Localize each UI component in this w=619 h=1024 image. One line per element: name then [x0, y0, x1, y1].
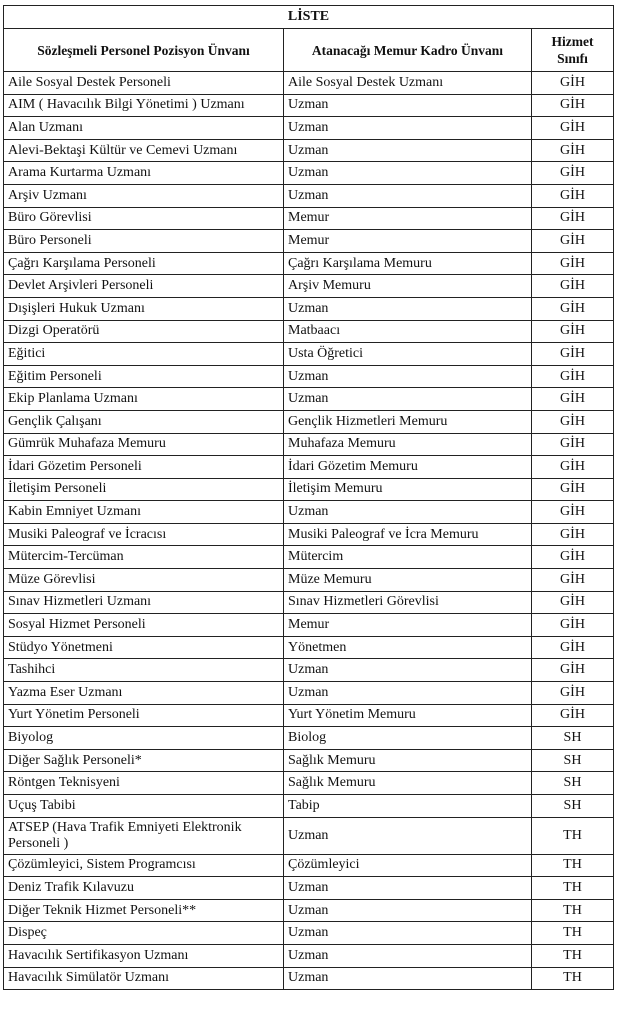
cell-hizmet-sinifi: GİH [532, 72, 614, 95]
cell-kadro: Sağlık Memuru [284, 749, 532, 772]
table-row [4, 899, 614, 922]
table-row [4, 854, 614, 877]
cell-kadro: Tabip [284, 795, 532, 818]
cell-kadro: İletişim Memuru [284, 478, 532, 501]
cell-hizmet-sinifi: TH [532, 817, 614, 854]
cell-hizmet-sinifi: GİH [532, 230, 614, 253]
cell-hizmet-sinifi: SH [532, 749, 614, 772]
cell-pozisyon: Kabin Emniyet Uzmanı [4, 501, 284, 524]
table-row [4, 817, 614, 854]
cell-pozisyon: Musiki Paleograf ve İcracısı [4, 523, 284, 546]
cell-hizmet-sinifi: GİH [532, 343, 614, 366]
cell-hizmet-sinifi: GİH [532, 275, 614, 298]
table-body [4, 72, 614, 990]
cell-pozisyon: Tashihci [4, 659, 284, 682]
cell-pozisyon: Mütercim-Tercüman [4, 546, 284, 569]
cell-pozisyon: Aile Sosyal Destek Personeli [4, 72, 284, 95]
cell-hizmet-sinifi: TH [532, 967, 614, 990]
cell-kadro: Yönetmen [284, 636, 532, 659]
cell-kadro: Çözümleyici [284, 854, 532, 877]
table-row [4, 749, 614, 772]
cell-kadro: Uzman [284, 899, 532, 922]
cell-hizmet-sinifi: TH [532, 877, 614, 900]
cell-hizmet-sinifi: GİH [532, 614, 614, 637]
cell-kadro: Uzman [284, 682, 532, 705]
cell-kadro: Musiki Paleograf ve İcra Memuru [284, 523, 532, 546]
cell-kadro: Uzman [284, 877, 532, 900]
cell-hizmet-sinifi: GİH [532, 704, 614, 727]
cell-kadro: Uzman [284, 388, 532, 411]
cell-hizmet-sinifi: TH [532, 899, 614, 922]
cell-hizmet-sinifi: GİH [532, 569, 614, 592]
table-row [4, 659, 614, 682]
cell-pozisyon: Ekip Planlama Uzmanı [4, 388, 284, 411]
cell-hizmet-sinifi: GİH [532, 433, 614, 456]
table-row [4, 162, 614, 185]
cell-pozisyon: Yurt Yönetim Personeli [4, 704, 284, 727]
cell-pozisyon: Dispeç [4, 922, 284, 945]
cell-hizmet-sinifi: GİH [532, 139, 614, 162]
cell-hizmet-sinifi: GİH [532, 659, 614, 682]
table-title: LİSTE [4, 6, 614, 29]
cell-hizmet-sinifi: GİH [532, 388, 614, 411]
cell-hizmet-sinifi: GİH [532, 410, 614, 433]
cell-hizmet-sinifi: GİH [532, 297, 614, 320]
header-pozisyon: Sözleşmeli Personel Pozisyon Ünvanı [4, 29, 284, 72]
cell-hizmet-sinifi: SH [532, 727, 614, 750]
cell-kadro: Uzman [284, 967, 532, 990]
table-row [4, 433, 614, 456]
cell-pozisyon: Alan Uzmanı [4, 117, 284, 140]
cell-kadro: Sınav Hizmetleri Görevlisi [284, 591, 532, 614]
cell-hizmet-sinifi: GİH [532, 546, 614, 569]
cell-kadro: Uzman [284, 501, 532, 524]
cell-hizmet-sinifi: GİH [532, 320, 614, 343]
cell-pozisyon: Uçuş Tabibi [4, 795, 284, 818]
cell-kadro: Uzman [284, 117, 532, 140]
cell-hizmet-sinifi: GİH [532, 636, 614, 659]
cell-pozisyon: Gençlik Çalışanı [4, 410, 284, 433]
table-row [4, 478, 614, 501]
cell-pozisyon: Dizgi Operatörü [4, 320, 284, 343]
cell-pozisyon: Arama Kurtarma Uzmanı [4, 162, 284, 185]
cell-hizmet-sinifi: SH [532, 795, 614, 818]
cell-kadro: Gençlik Hizmetleri Memuru [284, 410, 532, 433]
table-row [4, 230, 614, 253]
cell-kadro: Uzman [284, 184, 532, 207]
cell-kadro: Uzman [284, 817, 532, 854]
table-row [4, 501, 614, 524]
table-row [4, 772, 614, 795]
liste-table [3, 5, 614, 990]
cell-kadro: Memur [284, 207, 532, 230]
cell-pozisyon: Alevi-Bektaşi Kültür ve Cemevi Uzmanı [4, 139, 284, 162]
cell-kadro: Arşiv Memuru [284, 275, 532, 298]
cell-pozisyon: Büro Personeli [4, 230, 284, 253]
table-row [4, 456, 614, 479]
table-row [4, 184, 614, 207]
cell-pozisyon: İdari Gözetim Personeli [4, 456, 284, 479]
cell-pozisyon: Dışişleri Hukuk Uzmanı [4, 297, 284, 320]
cell-hizmet-sinifi: GİH [532, 184, 614, 207]
cell-kadro: Biolog [284, 727, 532, 750]
table-row [4, 704, 614, 727]
cell-pozisyon: Diğer Sağlık Personeli* [4, 749, 284, 772]
cell-hizmet-sinifi: SH [532, 772, 614, 795]
cell-kadro: Uzman [284, 365, 532, 388]
table-row [4, 139, 614, 162]
cell-kadro: Memur [284, 230, 532, 253]
cell-pozisyon: AIM ( Havacılık Bilgi Yönetimi ) Uzmanı [4, 94, 284, 117]
cell-pozisyon: Arşiv Uzmanı [4, 184, 284, 207]
cell-hizmet-sinifi: GİH [532, 252, 614, 275]
cell-hizmet-sinifi: GİH [532, 207, 614, 230]
cell-hizmet-sinifi: GİH [532, 162, 614, 185]
cell-kadro: Yurt Yönetim Memuru [284, 704, 532, 727]
table-row [4, 297, 614, 320]
table-row [4, 252, 614, 275]
cell-kadro: Muhafaza Memuru [284, 433, 532, 456]
cell-kadro: Memur [284, 614, 532, 637]
cell-kadro: Mütercim [284, 546, 532, 569]
table-title-row [4, 6, 614, 29]
table-row [4, 207, 614, 230]
cell-hizmet-sinifi: GİH [532, 523, 614, 546]
table-row [4, 343, 614, 366]
table-row [4, 546, 614, 569]
table-row [4, 365, 614, 388]
cell-hizmet-sinifi: GİH [532, 365, 614, 388]
cell-kadro: Usta Öğretici [284, 343, 532, 366]
table-row [4, 877, 614, 900]
cell-kadro: Uzman [284, 94, 532, 117]
cell-hizmet-sinifi: GİH [532, 117, 614, 140]
table-row [4, 636, 614, 659]
table-row [4, 117, 614, 140]
cell-hizmet-sinifi: GİH [532, 682, 614, 705]
cell-pozisyon: Çağrı Karşılama Personeli [4, 252, 284, 275]
cell-kadro: Sağlık Memuru [284, 772, 532, 795]
cell-hizmet-sinifi: TH [532, 922, 614, 945]
table-row [4, 569, 614, 592]
cell-hizmet-sinifi: GİH [532, 591, 614, 614]
table-row [4, 795, 614, 818]
table-row [4, 275, 614, 298]
cell-pozisyon: Havacılık Simülatör Uzmanı [4, 967, 284, 990]
cell-pozisyon: Röntgen Teknisyeni [4, 772, 284, 795]
table-row [4, 591, 614, 614]
cell-kadro: Uzman [284, 944, 532, 967]
cell-hizmet-sinifi: GİH [532, 478, 614, 501]
cell-kadro: Matbaacı [284, 320, 532, 343]
table-row [4, 922, 614, 945]
header-kadro: Atanacağı Memur Kadro Ünvanı [284, 29, 532, 72]
cell-kadro: İdari Gözetim Memuru [284, 456, 532, 479]
cell-kadro: Uzman [284, 139, 532, 162]
cell-pozisyon: Havacılık Sertifikasyon Uzmanı [4, 944, 284, 967]
table-row [4, 320, 614, 343]
table-row [4, 94, 614, 117]
cell-pozisyon: Yazma Eser Uzmanı [4, 682, 284, 705]
cell-hizmet-sinifi: TH [532, 944, 614, 967]
cell-kadro: Müze Memuru [284, 569, 532, 592]
cell-kadro: Uzman [284, 162, 532, 185]
table-header-row [4, 29, 614, 72]
cell-pozisyon: Sınav Hizmetleri Uzmanı [4, 591, 284, 614]
cell-pozisyon: Müze Görevlisi [4, 569, 284, 592]
cell-pozisyon: Gümrük Muhafaza Memuru [4, 433, 284, 456]
cell-kadro: Uzman [284, 297, 532, 320]
table-row [4, 410, 614, 433]
cell-kadro: Uzman [284, 659, 532, 682]
cell-hizmet-sinifi: GİH [532, 456, 614, 479]
table-row [4, 682, 614, 705]
cell-hizmet-sinifi: TH [532, 854, 614, 877]
table-row [4, 388, 614, 411]
table-row [4, 967, 614, 990]
cell-pozisyon: Biyolog [4, 727, 284, 750]
cell-pozisyon: Stüdyo Yönetmeni [4, 636, 284, 659]
cell-hizmet-sinifi: GİH [532, 501, 614, 524]
cell-pozisyon: Diğer Teknik Hizmet Personeli** [4, 899, 284, 922]
cell-kadro: Uzman [284, 922, 532, 945]
cell-pozisyon: Devlet Arşivleri Personeli [4, 275, 284, 298]
cell-kadro: Aile Sosyal Destek Uzmanı [284, 72, 532, 95]
table-row [4, 523, 614, 546]
cell-hizmet-sinifi: GİH [532, 94, 614, 117]
table-row [4, 72, 614, 95]
cell-pozisyon: İletişim Personeli [4, 478, 284, 501]
cell-pozisyon: Sosyal Hizmet Personeli [4, 614, 284, 637]
cell-kadro: Çağrı Karşılama Memuru [284, 252, 532, 275]
cell-pozisyon: Eğitim Personeli [4, 365, 284, 388]
cell-pozisyon: Çözümleyici, Sistem Programcısı [4, 854, 284, 877]
table-row [4, 727, 614, 750]
table-row [4, 944, 614, 967]
cell-pozisyon: Büro Görevlisi [4, 207, 284, 230]
table-row [4, 614, 614, 637]
cell-pozisyon: Deniz Trafik Kılavuzu [4, 877, 284, 900]
header-hizmet-sinifi: Hizmet Sınıfı [532, 29, 614, 72]
cell-pozisyon: Eğitici [4, 343, 284, 366]
cell-pozisyon: ATSEP (Hava Trafik Emniyeti Elektronik Personeli ) [4, 817, 284, 854]
